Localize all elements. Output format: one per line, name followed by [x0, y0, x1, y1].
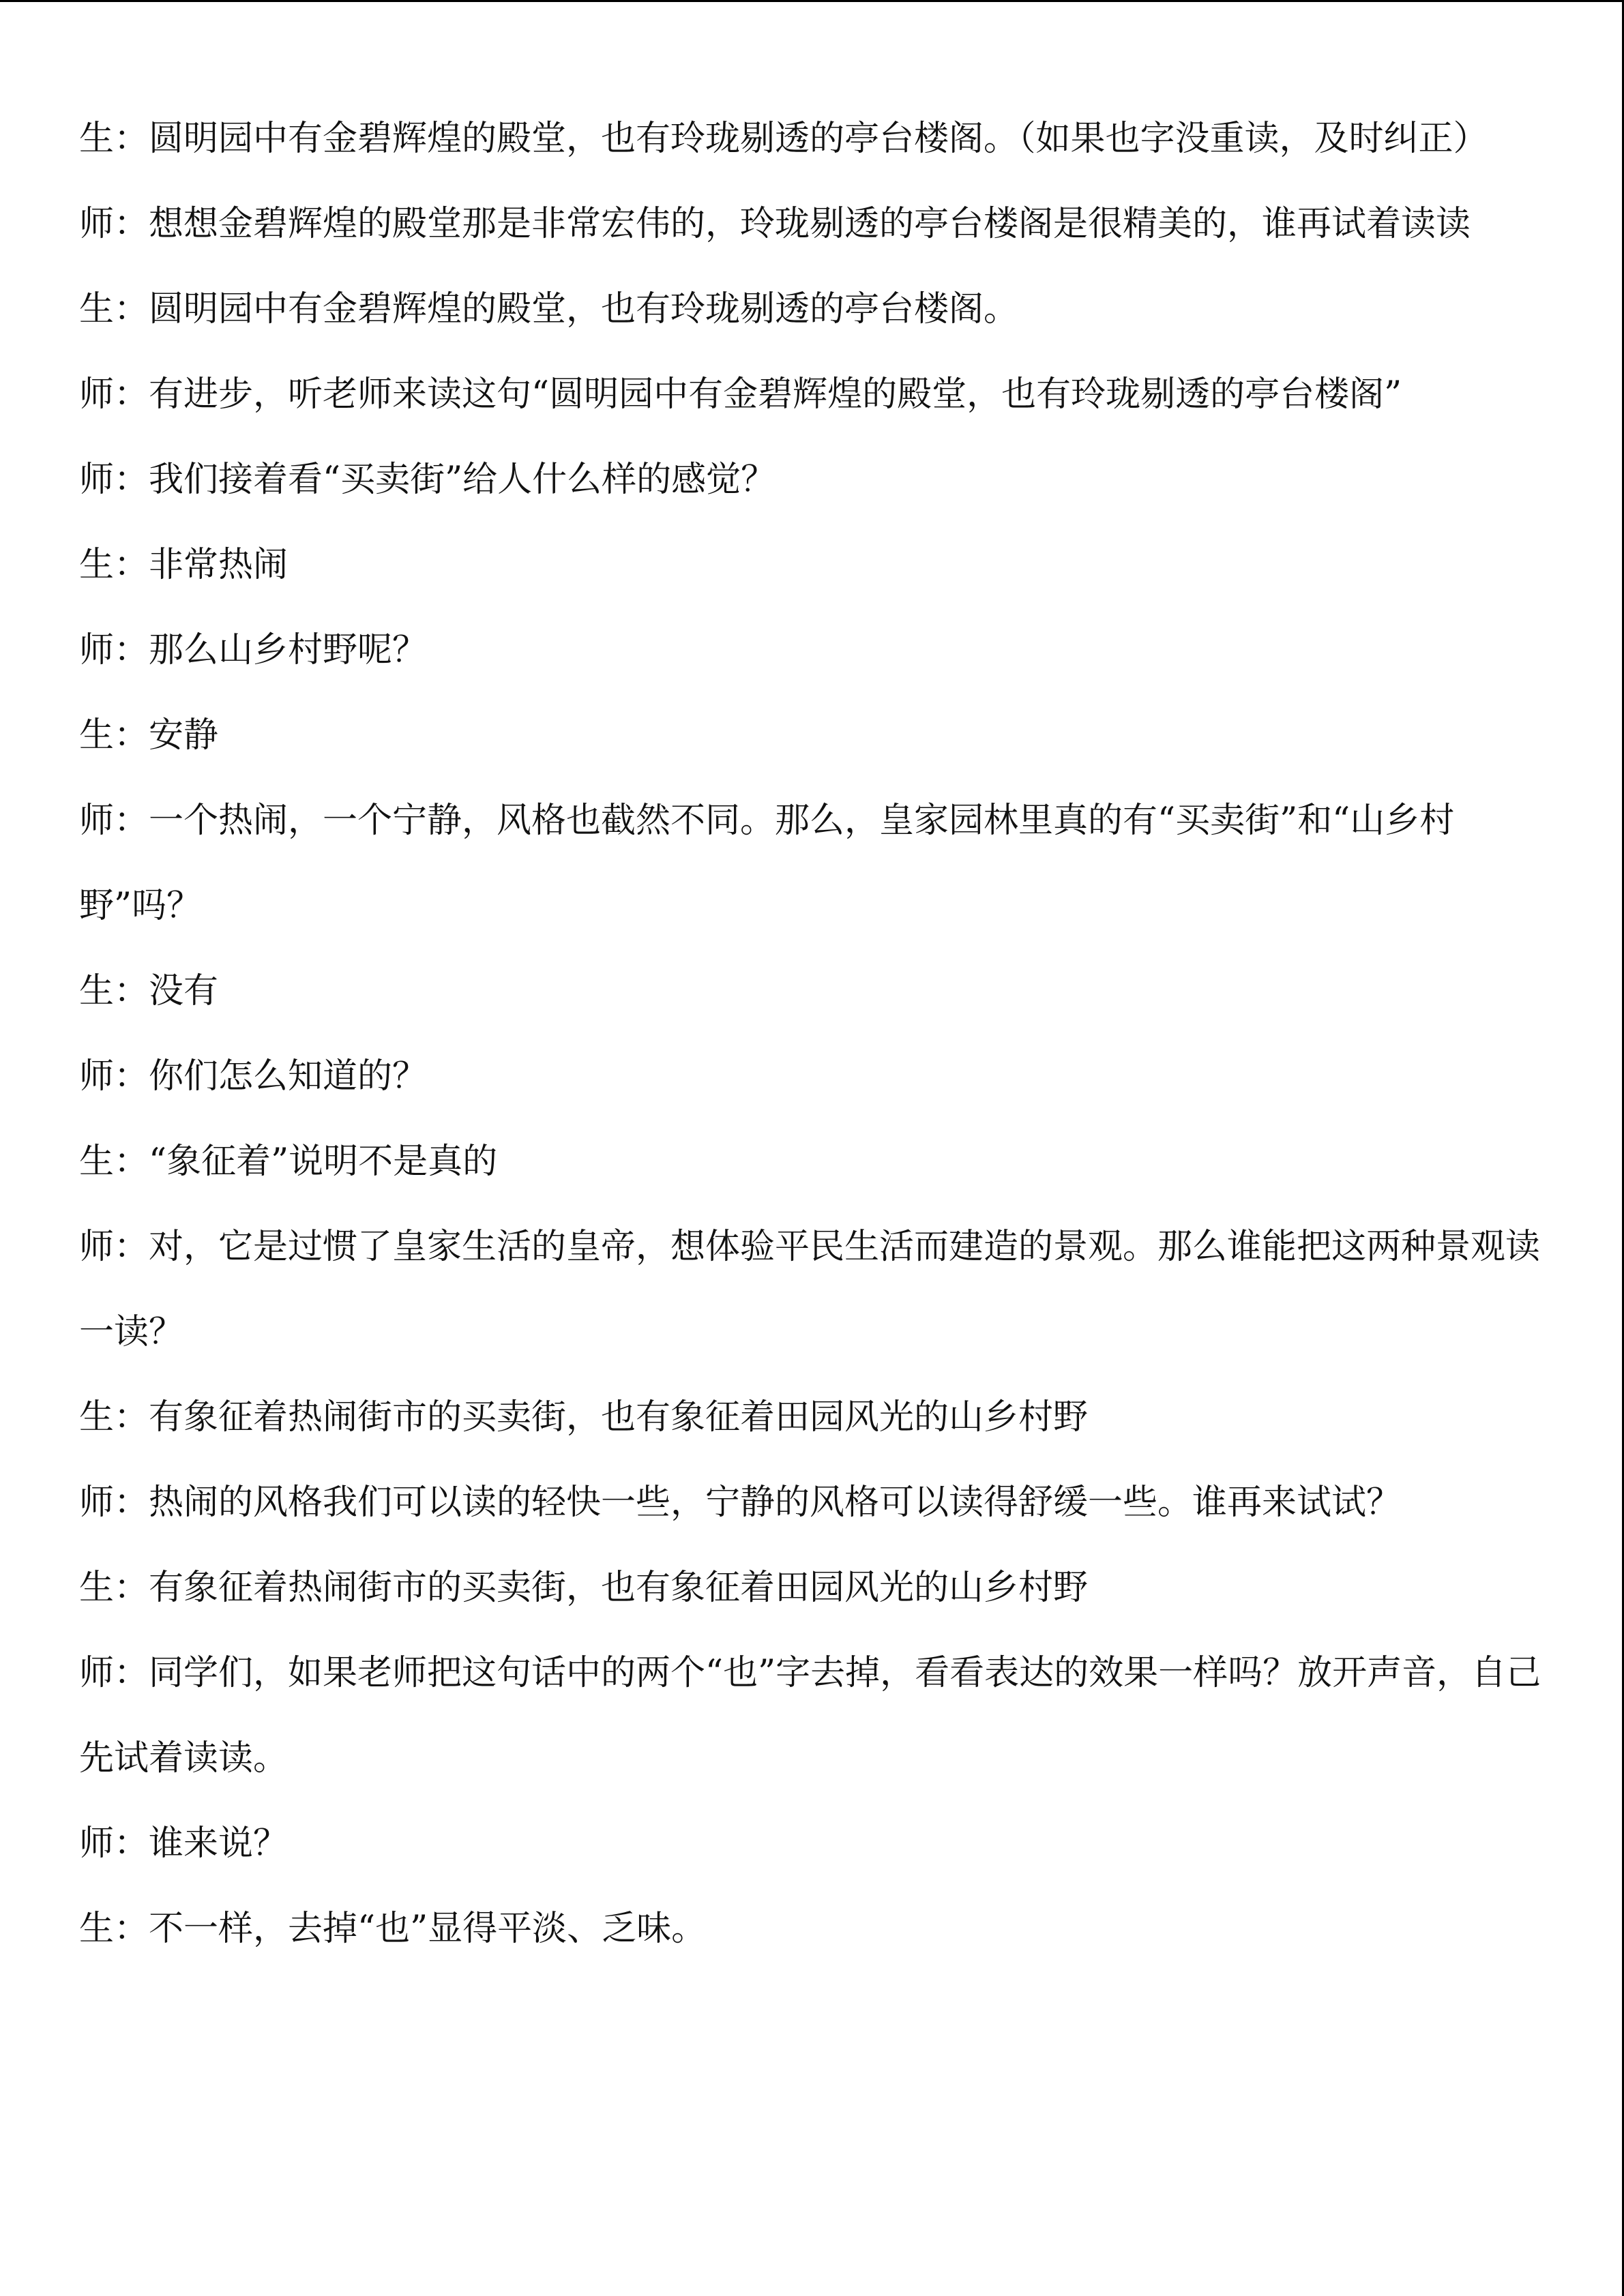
transcript-line: 生：“象征着”说明不是真的 [79, 1142, 498, 1182]
transcript-line: 师：想想金碧辉煌的殿堂那是非常宏伟的，玲珑剔透的亭台楼阁是很精美的，谁再试着读读 [79, 204, 1471, 244]
transcript-line: 生：有象征着热闹街市的买卖街，也有象征着田园风光的山乡村野 [79, 1397, 1089, 1437]
transcript-line: 生：没有 [79, 971, 219, 1011]
transcript-line: 生：不一样，去掉“也”显得平淡、乏味。 [79, 1909, 707, 1949]
transcript-line: 师：你们怎么知道的？ [79, 1056, 428, 1097]
transcript-line: 师：对，它是过惯了皇家生活的皇帝，想体验平民生活而建造的景观。那么谁能把这两种景观读一读？ [79, 1227, 1541, 1352]
transcript-body [79, 96, 1546, 1971]
transcript-line: 生：圆明园中有金碧辉煌的殿堂，也有玲珑剔透的亭台楼阁。 [79, 289, 1019, 329]
transcript-line: 师：我们接着看“买卖街”给人什么样的感觉？ [79, 460, 776, 500]
transcript-line: 生：有象征着热闹街市的买卖街，也有象征着田园风光的山乡村野 [79, 1568, 1089, 1608]
transcript-line: 师：那么山乡村野呢？ [79, 630, 428, 670]
transcript-line: 生：非常热闹 [79, 545, 289, 585]
transcript-line: 师：谁来说？ [79, 1823, 289, 1864]
transcript-line: 生：圆明园中有金碧辉煌的殿堂，也有玲珑剔透的亭台楼阁。（如果也字没重读，及时纠正） [79, 119, 1488, 159]
transcript-line: 师：一个热闹，一个宁静，风格也截然不同。那么，皇家园林里真的有“买卖街”和“山乡村野”吗？ [79, 801, 1455, 926]
transcript-line: 生：安静 [79, 715, 219, 756]
transcript-line: 师：热闹的风格我们可以读的轻快一些，宁静的风格可以读得舒缓一些。谁再来试试？ [79, 1482, 1402, 1523]
transcript-line: 师：同学们，如果老师把这句话中的两个“也”字去掉，看看表达的效果一样吗？放开声音，自己先试着读读。 [79, 1653, 1541, 1778]
transcript-line: 师：有进步，听老师来读这句“圆明园中有金碧辉煌的殿堂，也有玲珑剔透的亭台楼阁” [79, 374, 1402, 415]
